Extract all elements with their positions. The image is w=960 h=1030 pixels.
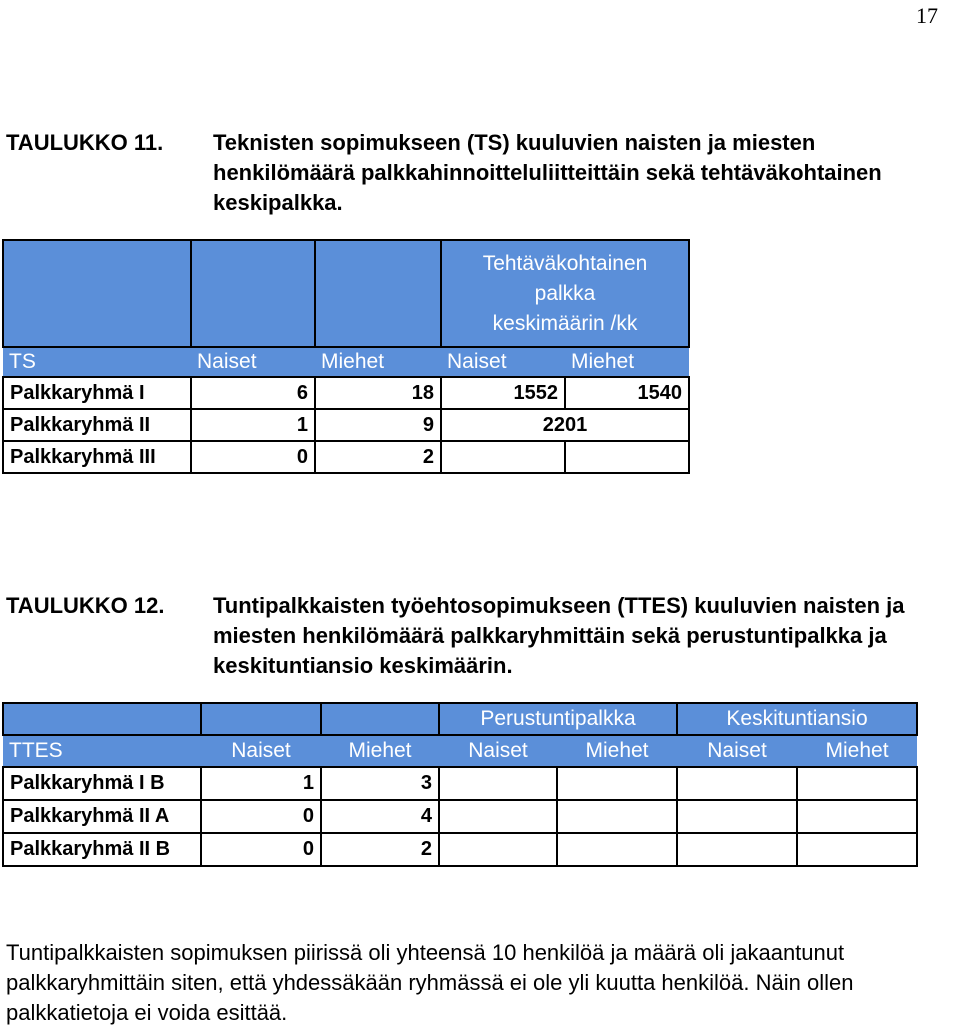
- col-header-naiset: Naiset: [439, 735, 557, 767]
- group-header-line: palkka: [534, 281, 596, 305]
- col-header-miehet: Miehet: [321, 735, 439, 767]
- col-header-ttes: TTES: [3, 735, 201, 767]
- col-header-naiset: Naiset: [677, 735, 797, 767]
- table11-empty-cell: [191, 240, 315, 347]
- col-header-naiset: Naiset: [201, 735, 321, 767]
- table12-empty-cell: [3, 703, 201, 735]
- row-label: Palkkaryhmä I: [3, 377, 191, 409]
- cell-pay-naiset: 1552: [441, 377, 565, 409]
- table12-caption-text: Tuntipalkkaisten työehtosopimukseen (TTES) kuuluvien naisten ja miesten henkilömäärä palkkaryhmittäin sekä perustuntipalkka ja keskituntiansio keskimäärin.: [213, 593, 905, 678]
- cell-empty: [677, 767, 797, 800]
- table-row: [3, 800, 917, 833]
- table-row: [3, 441, 689, 473]
- col-header-miehet: Miehet: [557, 735, 677, 767]
- table12-group-header-keskituntiansio: Keskituntiansio: [677, 703, 917, 735]
- cell-miehet: 2: [321, 833, 439, 866]
- col-header-miehet: Miehet: [565, 347, 689, 377]
- cell-pay-miehet: 1540: [565, 377, 689, 409]
- cell-miehet: 18: [315, 377, 441, 409]
- cell-naiset: 1: [191, 409, 315, 441]
- table12-label: TAULUKKO 12.: [6, 593, 165, 618]
- cell-empty: [557, 767, 677, 800]
- col-header-naiset: Naiset: [191, 347, 315, 377]
- cell-empty: [677, 833, 797, 866]
- cell-naiset: 1: [201, 767, 321, 800]
- table-row: [3, 833, 917, 866]
- col-header-naiset: Naiset: [441, 347, 565, 377]
- table11-group-header: [441, 240, 689, 347]
- table11-caption: [6, 128, 956, 218]
- cell-miehet: 2: [315, 441, 441, 473]
- col-header-miehet: Miehet: [797, 735, 917, 767]
- row-label: Palkkaryhmä I B: [3, 767, 201, 800]
- row-label: Palkkaryhmä II A: [3, 800, 201, 833]
- cell-empty: [439, 767, 557, 800]
- row-label: Palkkaryhmä II B: [3, 833, 201, 866]
- cell-naiset: 0: [191, 441, 315, 473]
- cell-empty: [797, 767, 917, 800]
- cell-miehet: 4: [321, 800, 439, 833]
- cell-empty: [439, 833, 557, 866]
- cell-miehet: 9: [315, 409, 441, 441]
- cell-miehet: 3: [321, 767, 439, 800]
- cell-empty: [797, 800, 917, 833]
- table11: [2, 239, 690, 474]
- table-row: [3, 377, 689, 409]
- cell-empty: [557, 800, 677, 833]
- cell-naiset: 0: [201, 833, 321, 866]
- row-label: Palkkaryhmä III: [3, 441, 191, 473]
- table-row: [3, 409, 689, 441]
- table12-empty-cell: [201, 703, 321, 735]
- cell-empty: [677, 800, 797, 833]
- cell-pay-miehet: [565, 441, 689, 473]
- table12-caption: [6, 591, 956, 681]
- cell-pay-combined: 2201: [441, 409, 689, 441]
- table11-caption-text: Teknisten sopimukseen (TS) kuuluvien naisten ja miesten henkilömäärä palkkahinnoitteluliitteittäin sekä tehtäväkohtainen keskipalkka.: [213, 130, 882, 215]
- col-header-ts: TS: [3, 347, 191, 377]
- table-row: [3, 767, 917, 800]
- table12-empty-cell: [321, 703, 439, 735]
- table12: [2, 702, 918, 867]
- table12-group-header-perustuntipalkka: Perustuntipalkka: [439, 703, 677, 735]
- cell-empty: [797, 833, 917, 866]
- table11-label: TAULUKKO 11.: [6, 130, 164, 155]
- footer-paragraph: Tuntipalkkaisten sopimuksen piirissä oli yhteensä 10 henkilöä ja määrä oli jakaantunut palkkaryhmittäin siten, että yhdessäkään ryhmässä ei ole yli kuutta henkilöä. Näin ollen palkkatietoja ei voida esittää.: [6, 940, 854, 1025]
- cell-empty: [557, 833, 677, 866]
- cell-naiset: 0: [201, 800, 321, 833]
- cell-naiset: 6: [191, 377, 315, 409]
- group-header-line: keskimäärin /kk: [492, 311, 638, 335]
- col-header-miehet: Miehet: [315, 347, 441, 377]
- row-label: Palkkaryhmä II: [3, 409, 191, 441]
- table11-empty-cell: [3, 240, 191, 347]
- page-number: 17: [916, 3, 938, 28]
- cell-empty: [439, 800, 557, 833]
- cell-pay-naiset: [441, 441, 565, 473]
- group-header-line: Tehtäväkohtainen: [482, 251, 648, 275]
- table11-empty-cell: [315, 240, 441, 347]
